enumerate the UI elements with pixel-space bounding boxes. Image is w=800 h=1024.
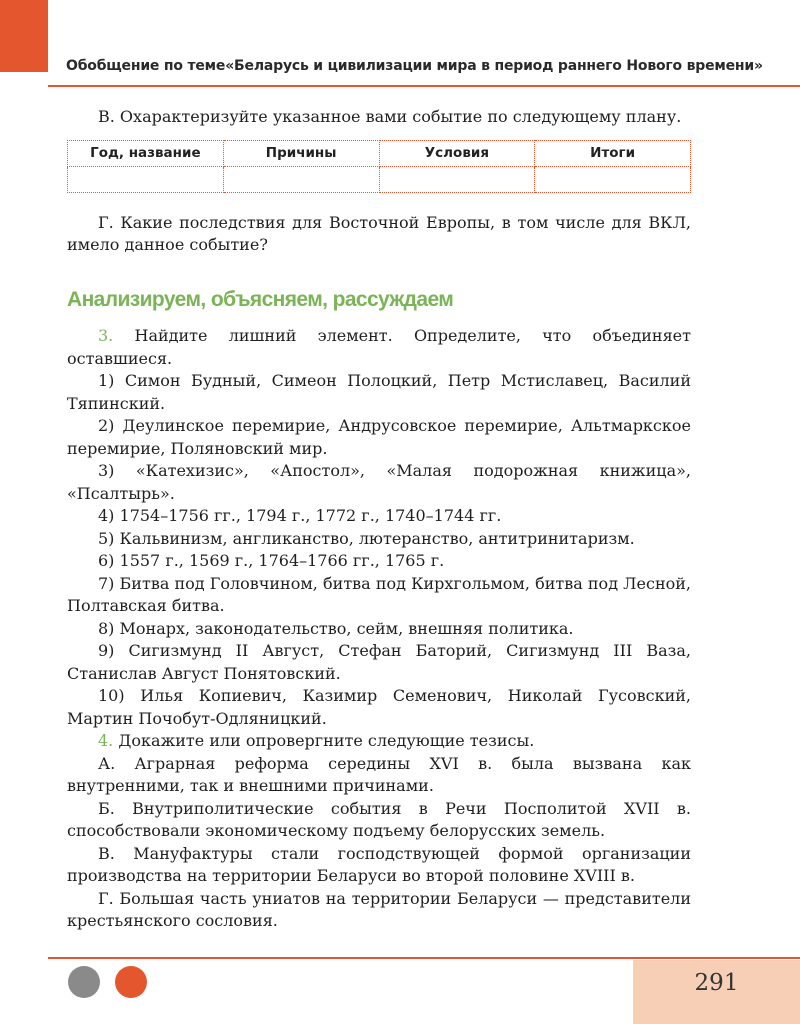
header-orange-tab (0, 0, 48, 72)
list-item: 4) 1754–1756 гг., 1794 г., 1772 г., 1740–1744 гг. (98, 506, 502, 525)
event-plan-table (67, 140, 691, 193)
table-cell (379, 166, 535, 192)
question-number: 4. (98, 731, 114, 750)
question-4 (67, 730, 691, 753)
footer-divider (48, 957, 800, 959)
list-item: В. Мануфактуры стали господствующей формой организации производства на территории Беларуси во второй половине XVIII в. (67, 843, 691, 885)
gray-circle-icon (68, 966, 100, 998)
table-cell (68, 166, 224, 192)
list-item: 1) Симон Будный, Симеон Полоцкий, Петр Мстиславец, Василий Тяпинский. (67, 371, 691, 413)
task-g-paragraph: Г. Какие последствия для Восточной Европы, в том числе для ВКЛ, имело данное событие? (67, 212, 691, 254)
task-v-paragraph: В. Охарактеризуйте указанное вами событие по следующему плану. (98, 107, 682, 126)
list-item: 6) 1557 г., 1569 г., 1764–1766 гг., 1765 г. (98, 551, 445, 570)
list-item: А. Аграрная реформа середины XVI в. была вызвана как внутренними, так и внешними причинами. (67, 753, 691, 795)
header-divider (48, 85, 800, 87)
list-item: 7) Битва под Головчином, битва под Кирхгольмом, битва под Лесной, Полтавская битва. (67, 573, 691, 615)
page-number-box (633, 960, 800, 1024)
question-3 (67, 325, 691, 370)
list-item: 10) Илья Копиевич, Казимир Семенович, Николай Гусовский, Мартин Почобут-Одляницкий. (67, 686, 691, 728)
question-text: Докажите или опровергните следующие тезисы. (118, 731, 535, 750)
running-header-title: Обобщение по теме«Беларусь и цивилизации мира в период раннего Нового времени» (66, 58, 763, 74)
table-cell (535, 166, 691, 192)
list-item: 5) Кальвинизм, англиканство, лютеранство, антитринитаризм. (98, 528, 635, 548)
table-header-cell: Причины (223, 140, 379, 166)
question-number: 3. (98, 326, 114, 345)
table-row (68, 166, 691, 192)
orange-circle-icon (115, 966, 147, 998)
list-item: 9) Сигизмунд II Август, Стефан Баторий, Сигизмунд III Ваза, Станислав Август Понятовский. (67, 641, 691, 683)
list-item: 2) Деулинское перемирие, Андрусовское перемирие, Альтмаркское перемирие, Поляновский мир. (67, 416, 691, 458)
list-item: 8) Монарх, законодательство, сейм, внешняя политика. (98, 618, 574, 638)
list-item: Г. Большая часть униатов на территории Беларуси — представители крестьянского сословия. (67, 888, 691, 930)
page-number: 291 (694, 970, 739, 996)
section-heading: Анализируем, объясняем, рассуждаем (67, 287, 454, 311)
table-cell (223, 166, 379, 192)
list-item: 3) «Катехизис», «Апостол», «Малая подорожная книжица», «Псалтырь». (67, 461, 691, 503)
table-header-cell: Итоги (535, 140, 691, 166)
question-text: Найдите лишний элемент. Определите, что объединяет оставшиеся. (67, 326, 691, 368)
table-header-row (68, 140, 691, 166)
table-header-cell: Условия (379, 140, 535, 166)
table-header-cell: Год, название (68, 140, 224, 166)
list-item: Б. Внутриполитические события в Речи Посполитой XVII в. способствовали экономическому подъему белорусских земель. (67, 798, 691, 840)
page-content (67, 106, 691, 933)
